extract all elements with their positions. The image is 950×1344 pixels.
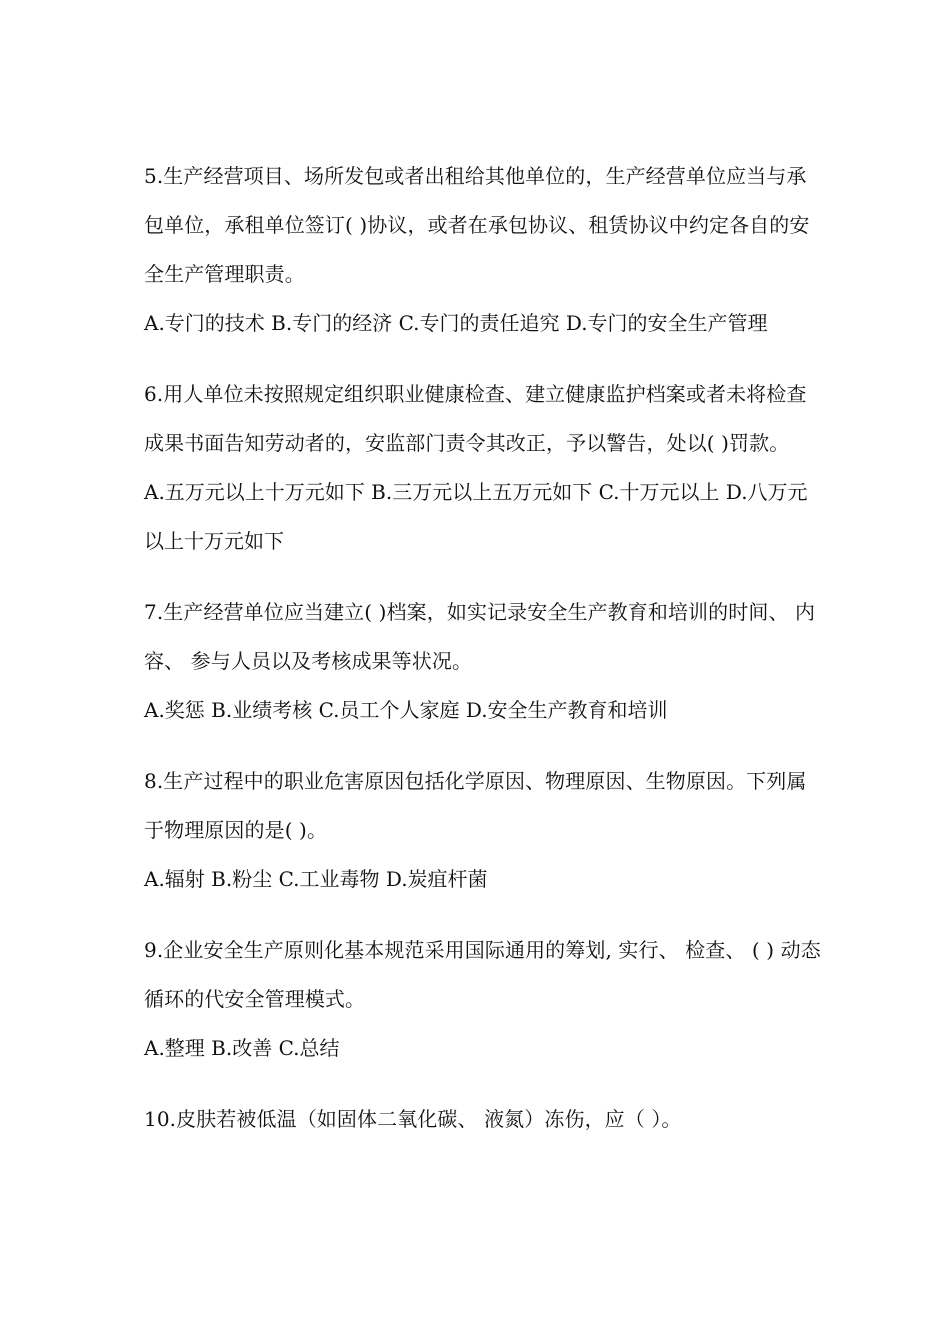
question-7 [144,588,824,735]
question-10 [144,1095,824,1144]
question-5 [144,152,824,348]
question-options: A.奖惩 B.业绩考核 C.员工个人家庭 D.安全生产教育和培训 [144,698,668,722]
question-9 [144,926,824,1073]
question-options: A.五万元以上十万元如下 B.三万元以上五万元如下 C.十万元以上 D.八万元以上十万元如下 [144,480,808,553]
question-list [144,152,824,1166]
question-options: A.专门的技术 B.专门的经济 C.专门的责任追究 D.专门的安全生产管理 [144,311,768,335]
question-text: 8.生产过程中的职业危害原因包括化学原因、物理原因、生物原因。下列属于物理原因的是( )。 [144,769,807,842]
question-8 [144,757,824,904]
question-6 [144,370,824,566]
question-options: A.整理 B.改善 C.总结 [144,1036,340,1060]
question-text: 9.企业安全生产原则化基本规范采用国际通用的筹划, 实行、 检查、 ( ) 动态循环的代安全管理模式。 [144,938,821,1011]
question-text: 6.用人单位未按照规定组织职业健康检查、建立健康监护档案或者未将检查成果书面告知劳动者的，安监部门责令其改正，予以警告，处以( )罚款。 [144,382,807,455]
question-text: 7.生产经营单位应当建立( )档案，如实记录安全生产教育和培训的时间、 内容、 参与人员以及考核成果等状况。 [144,600,816,673]
question-text: 10.皮肤若被低温（如固体二氧化碳、 液氮）冻伤，应（ ）。 [144,1107,682,1131]
question-options: A.辐射 B.粉尘 C.工业毒物 D.炭疽杆菌 [144,867,488,891]
question-text: 5.生产经营项目、场所发包或者出租给其他单位的，生产经营单位应当与承包单位，承租单位签订( )协议，或者在承包协议、租赁协议中约定各自的安全生产管理职责。 [144,164,810,286]
